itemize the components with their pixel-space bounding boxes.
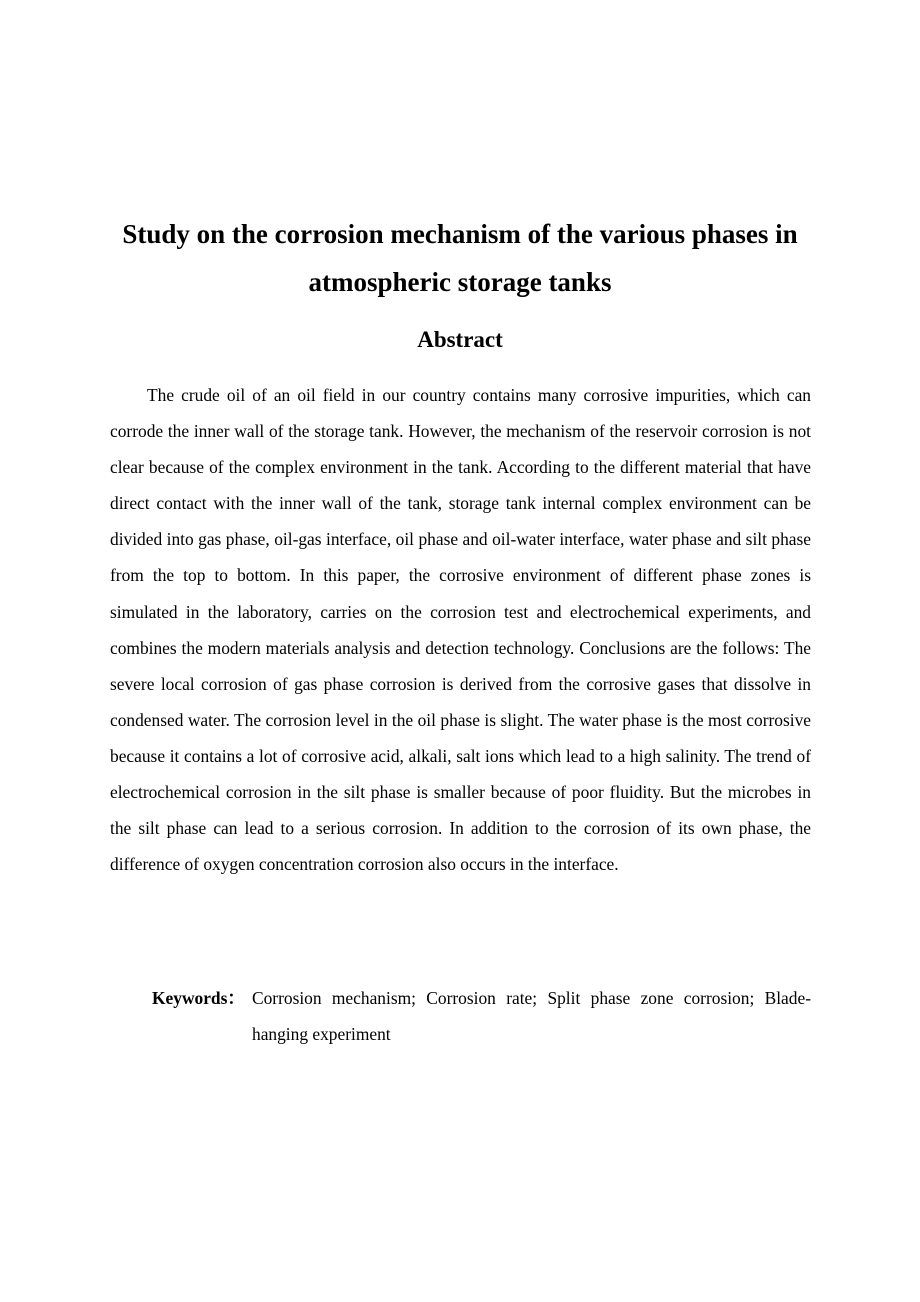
keywords-text: Corrosion mechanism; Corrosion rate; Split phase zone corrosion; Blade-hanging experiment [252,988,811,1044]
keywords-label: Keywords： [152,988,245,1008]
abstract-body: The crude oil of an oil field in our country contains many corrosive impurities, which can corrode the inner wall of the storage tank. However, the mechanism of the reservoir corrosion is not clear because of the complex environment in the tank. According to the different material that have direct contact with the inner wall of the tank, storage tank internal complex environment can be divided into gas phase, oil-gas interface, oil phase and oil-water interface, water phase and silt phase from the top to bottom. In this paper, the corrosive environment of different phase zones is simulated in the laboratory, carries on the corrosion test and electrochemical experiments, and combines the modern materials analysis and detection technology. Conclusions are the follows: The severe local corrosion of gas phase corrosion is derived from the corrosive gases that dissolve in condensed water. The corrosion level in the oil phase is slight. The water phase is the most corrosive because it contains a lot of corrosive acid, alkali, salt ions which lead to a high salinity. The trend of electrochemical corrosion in the silt phase is smaller because of poor fluidity. But the microbes in the silt phase can lead to a serious corrosion. In addition to the corrosion of its own phase, the difference of oxygen concentration corrosion also occurs in the interface. [110,385,811,875]
paper-title: Study on the corrosion mechanism of the various phases in atmospheric storage tanks [122,219,798,297]
abstract-heading: Abstract [417,327,503,352]
